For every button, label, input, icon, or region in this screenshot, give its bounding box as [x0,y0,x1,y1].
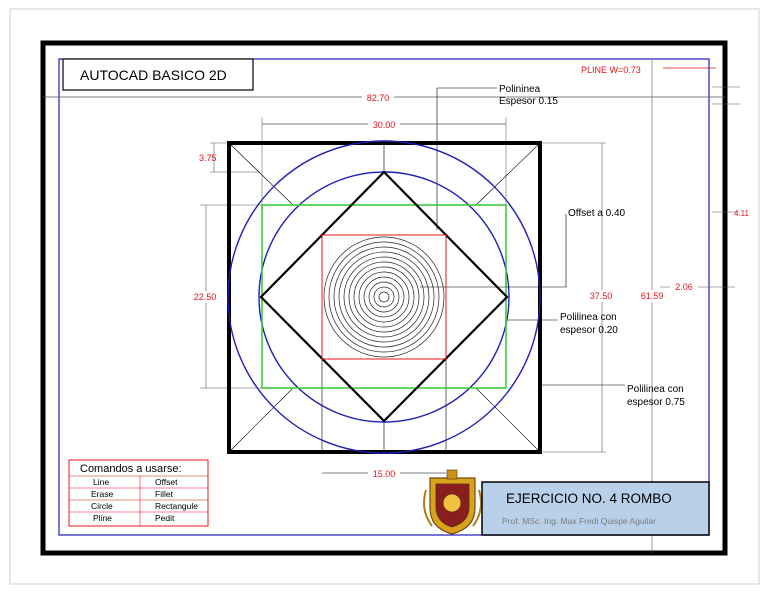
command-cell: Pedit [155,513,175,523]
title-block [482,482,709,535]
command-cell: Erase [91,489,114,499]
polyline-title: Polininea [499,84,541,95]
corner-line-tr [476,143,540,205]
dim-top-gap: 3.75 [199,153,217,163]
dim-gap-far-right: 4.11 [734,209,749,218]
dim-gap-right: 2.06 [675,282,693,292]
command-cell: Rectangule [155,501,199,511]
pline-075-line1: Polilinea con [627,384,684,395]
commands-table [69,460,208,526]
pline-020-line1: Polilinea con [560,312,617,323]
commands-title: Comandos a usarse: [80,463,182,475]
dim-inner-height: 22.50 [193,292,217,302]
command-cell: Offset [155,477,178,487]
pline-width-label: PLINE W=0.73 [581,65,641,75]
pline-075-line2: espesor 0.75 [627,397,685,408]
corner-line-bl [229,388,293,452]
dim-offset-15: 15.00 [372,469,396,479]
page-title: AUTOCAD BASICO 2D [80,67,227,83]
polyline-thickness: Espesor 0.15 [499,96,558,107]
command-cell: Circle [91,501,113,511]
dim-square-width: 30.00 [372,120,396,130]
command-cell: Fillet [155,489,173,499]
offset-note: Offset a 0.40 [568,208,626,219]
green-rectangle [262,205,506,388]
pline-020-line2: espesor 0.20 [560,325,618,336]
exercise-title: EJERCICIO NO. 4 ROMBO [506,491,672,506]
red-square [322,235,446,359]
dim-height-inner: 37.50 [589,291,613,301]
dim-overall-width: 82.70 [366,93,390,103]
university-crest-icon [424,470,481,534]
corner-line-br [476,388,540,452]
dim-height-outer: 61.59 [640,291,664,301]
offset-leader [420,214,566,287]
author-credit: Prof. MSc. Ing. Max Fredi Quispe Aguilar [502,516,657,526]
command-cell: Line [93,477,110,487]
inner-circle [259,172,509,422]
rhombus [261,172,507,421]
concentric-circles [324,237,444,357]
corner-line-tl [229,143,293,205]
command-cell: Pline [93,513,112,523]
